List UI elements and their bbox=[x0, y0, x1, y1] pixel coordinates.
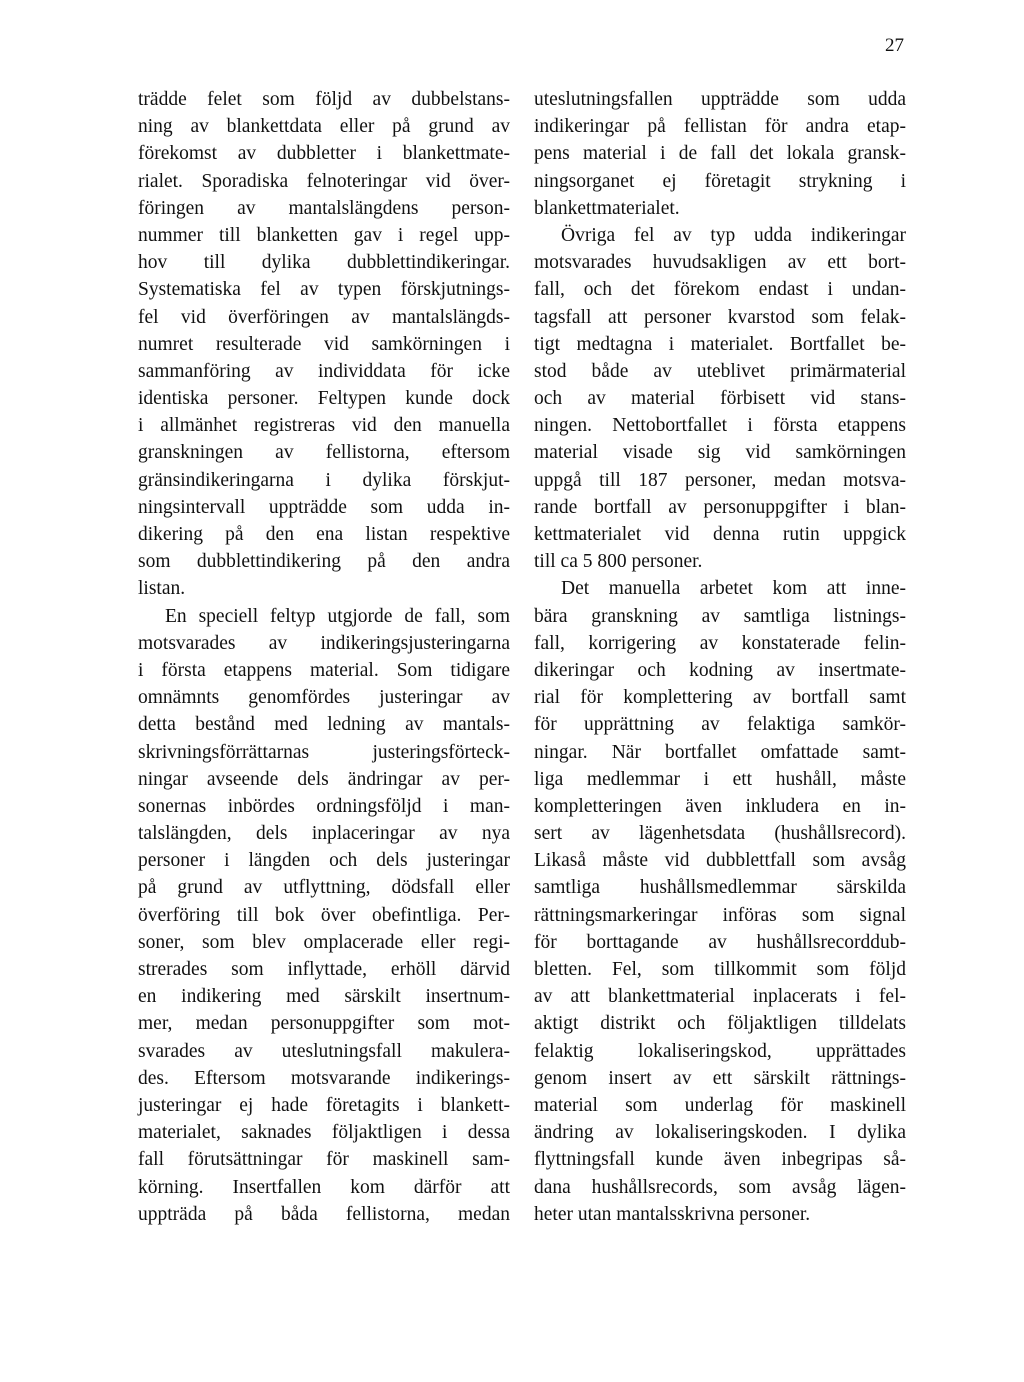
text-line: mer, medan personuppgifter som mot- bbox=[138, 1013, 510, 1035]
text-line: sert av lägenhetsdata (hushållsrecord). bbox=[534, 823, 906, 845]
text-line: ning av blankettdata eller på grund av bbox=[138, 116, 510, 138]
text-line: pens material i de fall det lokala gransk- bbox=[534, 143, 906, 165]
text-line: kompletteringen även inkludera en in- bbox=[534, 795, 906, 817]
text-line: svarades av uteslutningsfall makulera- bbox=[138, 1040, 510, 1062]
text-line: nummer till blanketten gav i regel upp- bbox=[138, 224, 510, 246]
text-line: heter utan mantalsskrivna personer. bbox=[534, 1203, 811, 1225]
text-line: ningar avseende dels ändringar av per- bbox=[138, 768, 510, 790]
text-line: tagsfall att personer kvarstod som felak- bbox=[534, 306, 906, 328]
text-line: föringen av mantalslängdens person- bbox=[138, 197, 510, 219]
text-line: för borttagande av hushållsrecorddub- bbox=[534, 931, 906, 953]
text-line: rande bortfall av personuppgifter i blan- bbox=[534, 496, 906, 518]
text-line: strerades som inflyttade, erhöll därvid bbox=[138, 959, 510, 980]
text-line: dikeringar och kodning av insertmate- bbox=[534, 659, 906, 681]
text-line: ändring av lokaliseringskoden. I dylika bbox=[534, 1122, 906, 1144]
text-line: fall förutsättningar för maskinell sam- bbox=[138, 1149, 510, 1171]
text-line: numret resulterade vid samkörningen i bbox=[138, 333, 510, 355]
text-line: trädde felet som följd av dubbelstans- bbox=[138, 89, 510, 110]
text-line: omnämnts genomfördes justeringar av bbox=[138, 687, 510, 709]
text-line: sammanföring av individdata för icke bbox=[138, 360, 510, 382]
text-line: Systematiska fel av typen förskjutnings- bbox=[138, 279, 510, 301]
text-line: till ca 5 800 personer. bbox=[534, 551, 703, 573]
text-line: motsvarades av indikeringsjusteringarna bbox=[138, 632, 510, 654]
text-line: på grund av utflyttning, dödsfall eller bbox=[138, 877, 510, 899]
text-line: av att blankettmaterial inplacerats i fel- bbox=[534, 986, 906, 1008]
left-text-column bbox=[138, 86, 510, 1228]
text-line: och av material förbisett vid stans- bbox=[534, 388, 906, 410]
text-line: liga medlemmar i ett hushåll, måste bbox=[534, 768, 906, 790]
text-line: förekomst av dubbletter i blankettmate- bbox=[138, 143, 510, 165]
text-line: material som underlag för maskinell bbox=[534, 1094, 906, 1116]
text-line: körning. Insertfallen kom därför att bbox=[138, 1176, 510, 1198]
text-line: skrivningsförrättarnas justeringsförteck- bbox=[138, 741, 510, 763]
text-line: i allmänhet registreras vid den manuella bbox=[138, 415, 510, 437]
text-line: uppträda på båda fellistorna, medan bbox=[138, 1203, 510, 1225]
text-line: material visade sig vid samkörningen bbox=[534, 442, 906, 464]
text-line: gränsindikeringarna i dylika förskjut- bbox=[138, 469, 510, 491]
right-text-column bbox=[534, 86, 906, 1228]
text-line: listan. bbox=[138, 578, 186, 600]
text-line: tigt medtagna i materialet. Bortfallet be- bbox=[534, 333, 906, 355]
text-line: aktigt distrikt och följaktligen tilldelats bbox=[534, 1013, 906, 1035]
text-line: Övriga fel av typ udda indikeringar bbox=[561, 224, 906, 246]
text-line: En speciell feltyp utgjorde de fall, som bbox=[165, 605, 510, 627]
text-line: sonernas inbördes ordningsföljd i man- bbox=[138, 795, 510, 817]
text-line: talslängden, dels inplaceringar av nya bbox=[138, 823, 510, 845]
text-line: för upprättning av felaktiga samkör- bbox=[534, 714, 906, 736]
text-line: överföring till bok över obefintliga. Per- bbox=[138, 904, 510, 926]
text-line: justeringar ej hade företagits i blankett- bbox=[138, 1094, 510, 1116]
text-line: i första etappens material. Som tidigare bbox=[138, 659, 510, 681]
text-line: motsvarades huvudsakligen av ett bort- bbox=[534, 252, 906, 274]
text-line: ningsintervall uppträdde som udda in- bbox=[138, 496, 510, 518]
text-line: dana hushållsrecords, som avsåg lägen- bbox=[534, 1176, 906, 1198]
text-line: flyttningsfall kunde även inbegripas så- bbox=[534, 1149, 906, 1171]
text-line: samtliga hushållsmedlemmar särskilda bbox=[534, 877, 906, 899]
text-line: fel vid överföringen av mantalslängds- bbox=[138, 306, 510, 328]
text-line: kettmaterialet vid denna rutin uppgick bbox=[534, 524, 906, 545]
text-line: ningen. Nettobortfallet i första etappens bbox=[534, 415, 906, 437]
text-line: fall, korrigering av konstaterade felin- bbox=[534, 632, 906, 654]
text-line: bletten. Fel, som tillkommit som följd bbox=[534, 959, 906, 980]
text-line: stod både av uteblivet primärmaterial bbox=[534, 360, 906, 382]
text-line: Det manuella arbetet kom att inne- bbox=[561, 578, 906, 600]
text-line: ningsorganet ej företagit strykning i bbox=[534, 170, 906, 192]
text-line: rial för komplettering av bortfall samt bbox=[534, 687, 906, 709]
text-line: Likaså måste vid dubblettfall som avsåg bbox=[534, 850, 906, 872]
text-line: des. Eftersom motsvarande indikerings- bbox=[138, 1067, 510, 1089]
text-line: genom insert av ett särskilt rättnings- bbox=[534, 1067, 906, 1089]
text-line: personer i längden och dels justeringar bbox=[138, 850, 510, 872]
text-line: uteslutningsfallen uppträdde som udda bbox=[534, 89, 906, 110]
text-line: indikeringar på fellistan för andra etap- bbox=[534, 116, 906, 138]
text-line: uppgå till 187 personer, medan motsva- bbox=[534, 469, 906, 491]
text-line: en indikering med särskilt insertnum- bbox=[138, 986, 510, 1008]
text-line: granskningen av fellistorna, eftersom bbox=[138, 442, 510, 464]
text-line: felaktig lokaliseringskod, upprättades bbox=[534, 1040, 906, 1062]
text-line: detta bestånd med ledning av mantals- bbox=[138, 714, 510, 736]
text-line: bära granskning av samtliga listnings- bbox=[534, 605, 906, 627]
text-line: ningar. När bortfallet omfattade samt- bbox=[534, 741, 906, 763]
page-number: 27 bbox=[885, 35, 904, 56]
text-line: rialet. Sporadiska felnoteringar vid över- bbox=[138, 170, 510, 192]
text-line: fall, och det förekom endast i undan- bbox=[534, 279, 906, 301]
text-line: som dubblettindikering på den andra bbox=[138, 551, 510, 573]
text-line: hov till dylika dubblettindikeringar. bbox=[138, 252, 510, 274]
text-line: rättningsmarkeringar införas som signal bbox=[534, 904, 906, 926]
text-line: materialet, saknades följaktligen i dessa bbox=[138, 1122, 510, 1144]
text-line: identiska personer. Feltypen kunde dock bbox=[138, 388, 510, 410]
text-line: dikering på den ena listan respektive bbox=[138, 524, 510, 545]
text-line: blankettmaterialet. bbox=[534, 197, 680, 219]
text-line: soner, som blev omplacerade eller regi- bbox=[138, 931, 510, 953]
